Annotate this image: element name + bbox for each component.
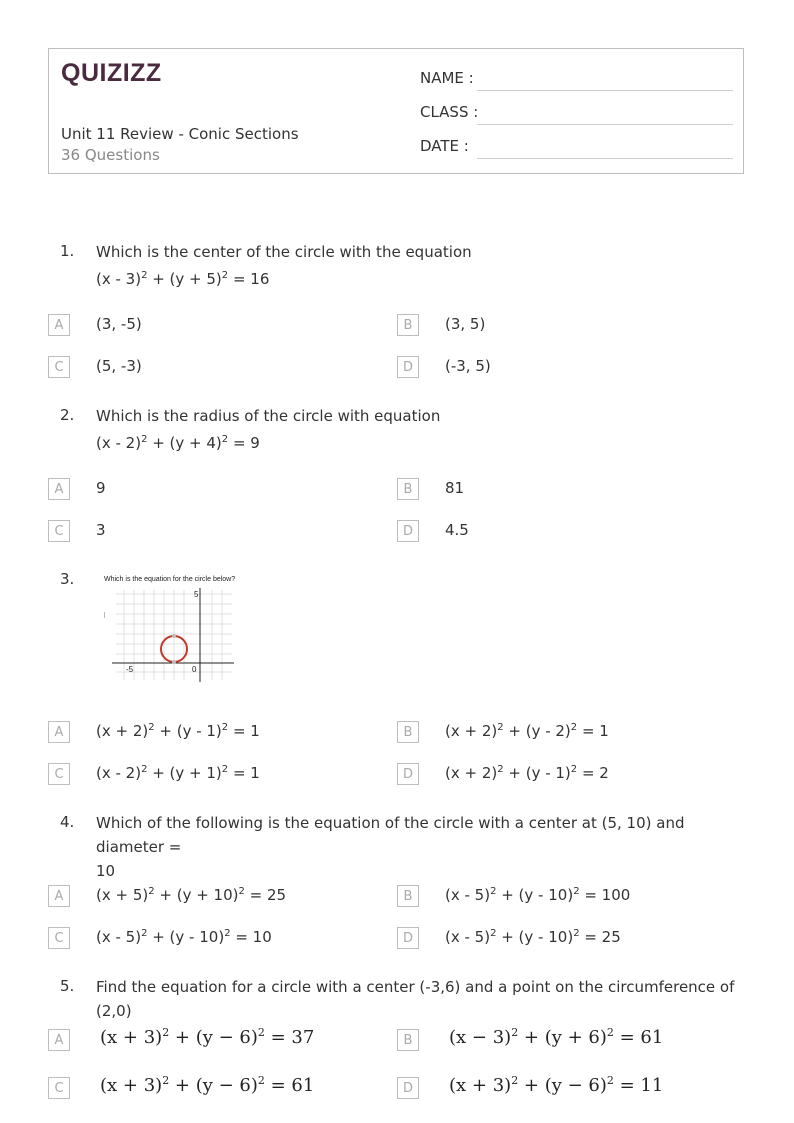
class-label: CLASS : xyxy=(420,103,479,121)
option-badge-a[interactable]: A xyxy=(48,885,70,907)
option-badge-a[interactable]: A xyxy=(48,721,70,743)
axis-label-top: 5 xyxy=(194,590,199,599)
option-badge-b[interactable]: B xyxy=(397,478,419,500)
option-badge-d[interactable]: D xyxy=(397,356,419,378)
quizizz-logo: QUIZIZZ xyxy=(61,59,162,87)
axis-label-left: -5 xyxy=(126,665,134,674)
option-badge-d[interactable]: D xyxy=(397,1077,419,1099)
axis-label-origin: 0 xyxy=(192,665,197,674)
question-number: 3. xyxy=(60,570,75,588)
option-badge-a[interactable]: A xyxy=(48,314,70,336)
option-text[interactable]: (3, 5) xyxy=(445,315,486,333)
option-text[interactable]: (x - 5)$^2$ + (y - 10)$^2$ = 10 xyxy=(96,928,272,946)
question-equation: $(x - 3)^2 + (y + 5)^2 = 16$ xyxy=(96,270,270,288)
name-line[interactable] xyxy=(477,89,733,91)
question-line: Which is the center of the circle with the equation xyxy=(96,243,472,261)
worksheet-header xyxy=(48,48,744,174)
date-label: DATE : xyxy=(420,137,469,155)
option-text[interactable]: 3 xyxy=(96,521,106,539)
figure-caption: Which is the equation for the circle below? xyxy=(104,576,236,583)
option-text[interactable]: (5, -3) xyxy=(96,357,142,375)
option-text[interactable]: $(x + 2)^2 + (y - 1)^2 = 1$ xyxy=(96,722,260,740)
question-count: 36 Questions xyxy=(61,146,160,164)
question-number: 1. xyxy=(60,242,75,260)
option-badge-c[interactable]: C xyxy=(48,356,70,378)
question-number: 4. xyxy=(60,813,75,831)
class-line[interactable] xyxy=(477,123,733,125)
option-badge-b[interactable]: B xyxy=(397,314,419,336)
option-badge-a[interactable]: A xyxy=(48,1029,70,1051)
date-line[interactable] xyxy=(477,157,733,159)
option-badge-d[interactable]: D xyxy=(397,927,419,949)
option-badge-a[interactable]: A xyxy=(48,478,70,500)
worksheet-title: Unit 11 Review - Conic Sections xyxy=(61,125,299,143)
option-text[interactable]: 4.5 xyxy=(445,521,469,539)
option-badge-b[interactable]: B xyxy=(397,885,419,907)
option-text[interactable]: (3, -5) xyxy=(96,315,142,333)
circle-graph-figure xyxy=(104,572,254,691)
option-text[interactable]: 81 xyxy=(445,479,465,497)
option-text[interactable]: $(x + 2)^2 + (y - 1)^2 = 2$ xyxy=(445,764,609,782)
option-badge-c[interactable]: C xyxy=(48,927,70,949)
circle-point-top xyxy=(172,634,176,638)
option-text[interactable]: $(x - 2)^2 + (y + 1)^2 = 1$ xyxy=(96,764,260,782)
option-text[interactable]: (x - 5)$^2$ + (y - 10)$^2$ = 100 xyxy=(445,886,631,904)
option-badge-b[interactable]: B xyxy=(397,1029,419,1051)
name-label: NAME : xyxy=(420,69,474,87)
question-line: 10 xyxy=(96,862,116,880)
option-badge-d[interactable]: D xyxy=(397,763,419,785)
question-line: Which of the following is the equation of the circle with a center at (5, 10) and diameter = xyxy=(96,814,685,856)
question-number: 5. xyxy=(60,977,75,995)
option-badge-b[interactable]: B xyxy=(397,721,419,743)
option-math[interactable]: $(x - 3)^2 + (y + 6)^2 = 61$ xyxy=(449,1026,664,1048)
option-text[interactable]: (x - 5)$^2$ + (y - 10)$^2$ = 25 xyxy=(445,928,621,946)
question-number: 2. xyxy=(60,406,75,424)
question-text xyxy=(96,404,746,455)
question-line: Find the equation for a circle with a center (-3,6) and a point on the circumference of (2,0) xyxy=(96,978,735,1020)
option-text[interactable]: $(x + 5)^2 + (y + 10)^2 = 25$ xyxy=(96,886,287,904)
option-badge-c[interactable]: C xyxy=(48,1077,70,1099)
option-badge-c[interactable]: C xyxy=(48,763,70,785)
option-badge-d[interactable]: D xyxy=(397,520,419,542)
question-text xyxy=(96,811,746,883)
circle-point-bottom xyxy=(172,660,176,664)
question-text xyxy=(96,975,746,1023)
option-math[interactable]: $(x + 3)^2 + (y - 6)^2 = 61$ xyxy=(100,1074,315,1096)
option-text[interactable]: 9 xyxy=(96,479,106,497)
question-equation: $(x - 2)^2 + (y + 4)^2 = 9$ xyxy=(96,434,260,452)
option-math[interactable]: $(x + 3)^2 + (y - 6)^2 = 37$ xyxy=(100,1026,315,1048)
option-text[interactable]: $(x + 2)^2 + (y - 2)^2 = 1$ xyxy=(445,722,609,740)
question-line: Which is the radius of the circle with equation xyxy=(96,407,441,425)
option-badge-c[interactable]: C xyxy=(48,520,70,542)
question-text xyxy=(96,240,746,291)
circle-graph xyxy=(104,572,254,687)
option-text[interactable]: (-3, 5) xyxy=(445,357,491,375)
option-math[interactable]: $(x + 3)^2 + (y - 6)^2 = 11$ xyxy=(449,1074,664,1096)
